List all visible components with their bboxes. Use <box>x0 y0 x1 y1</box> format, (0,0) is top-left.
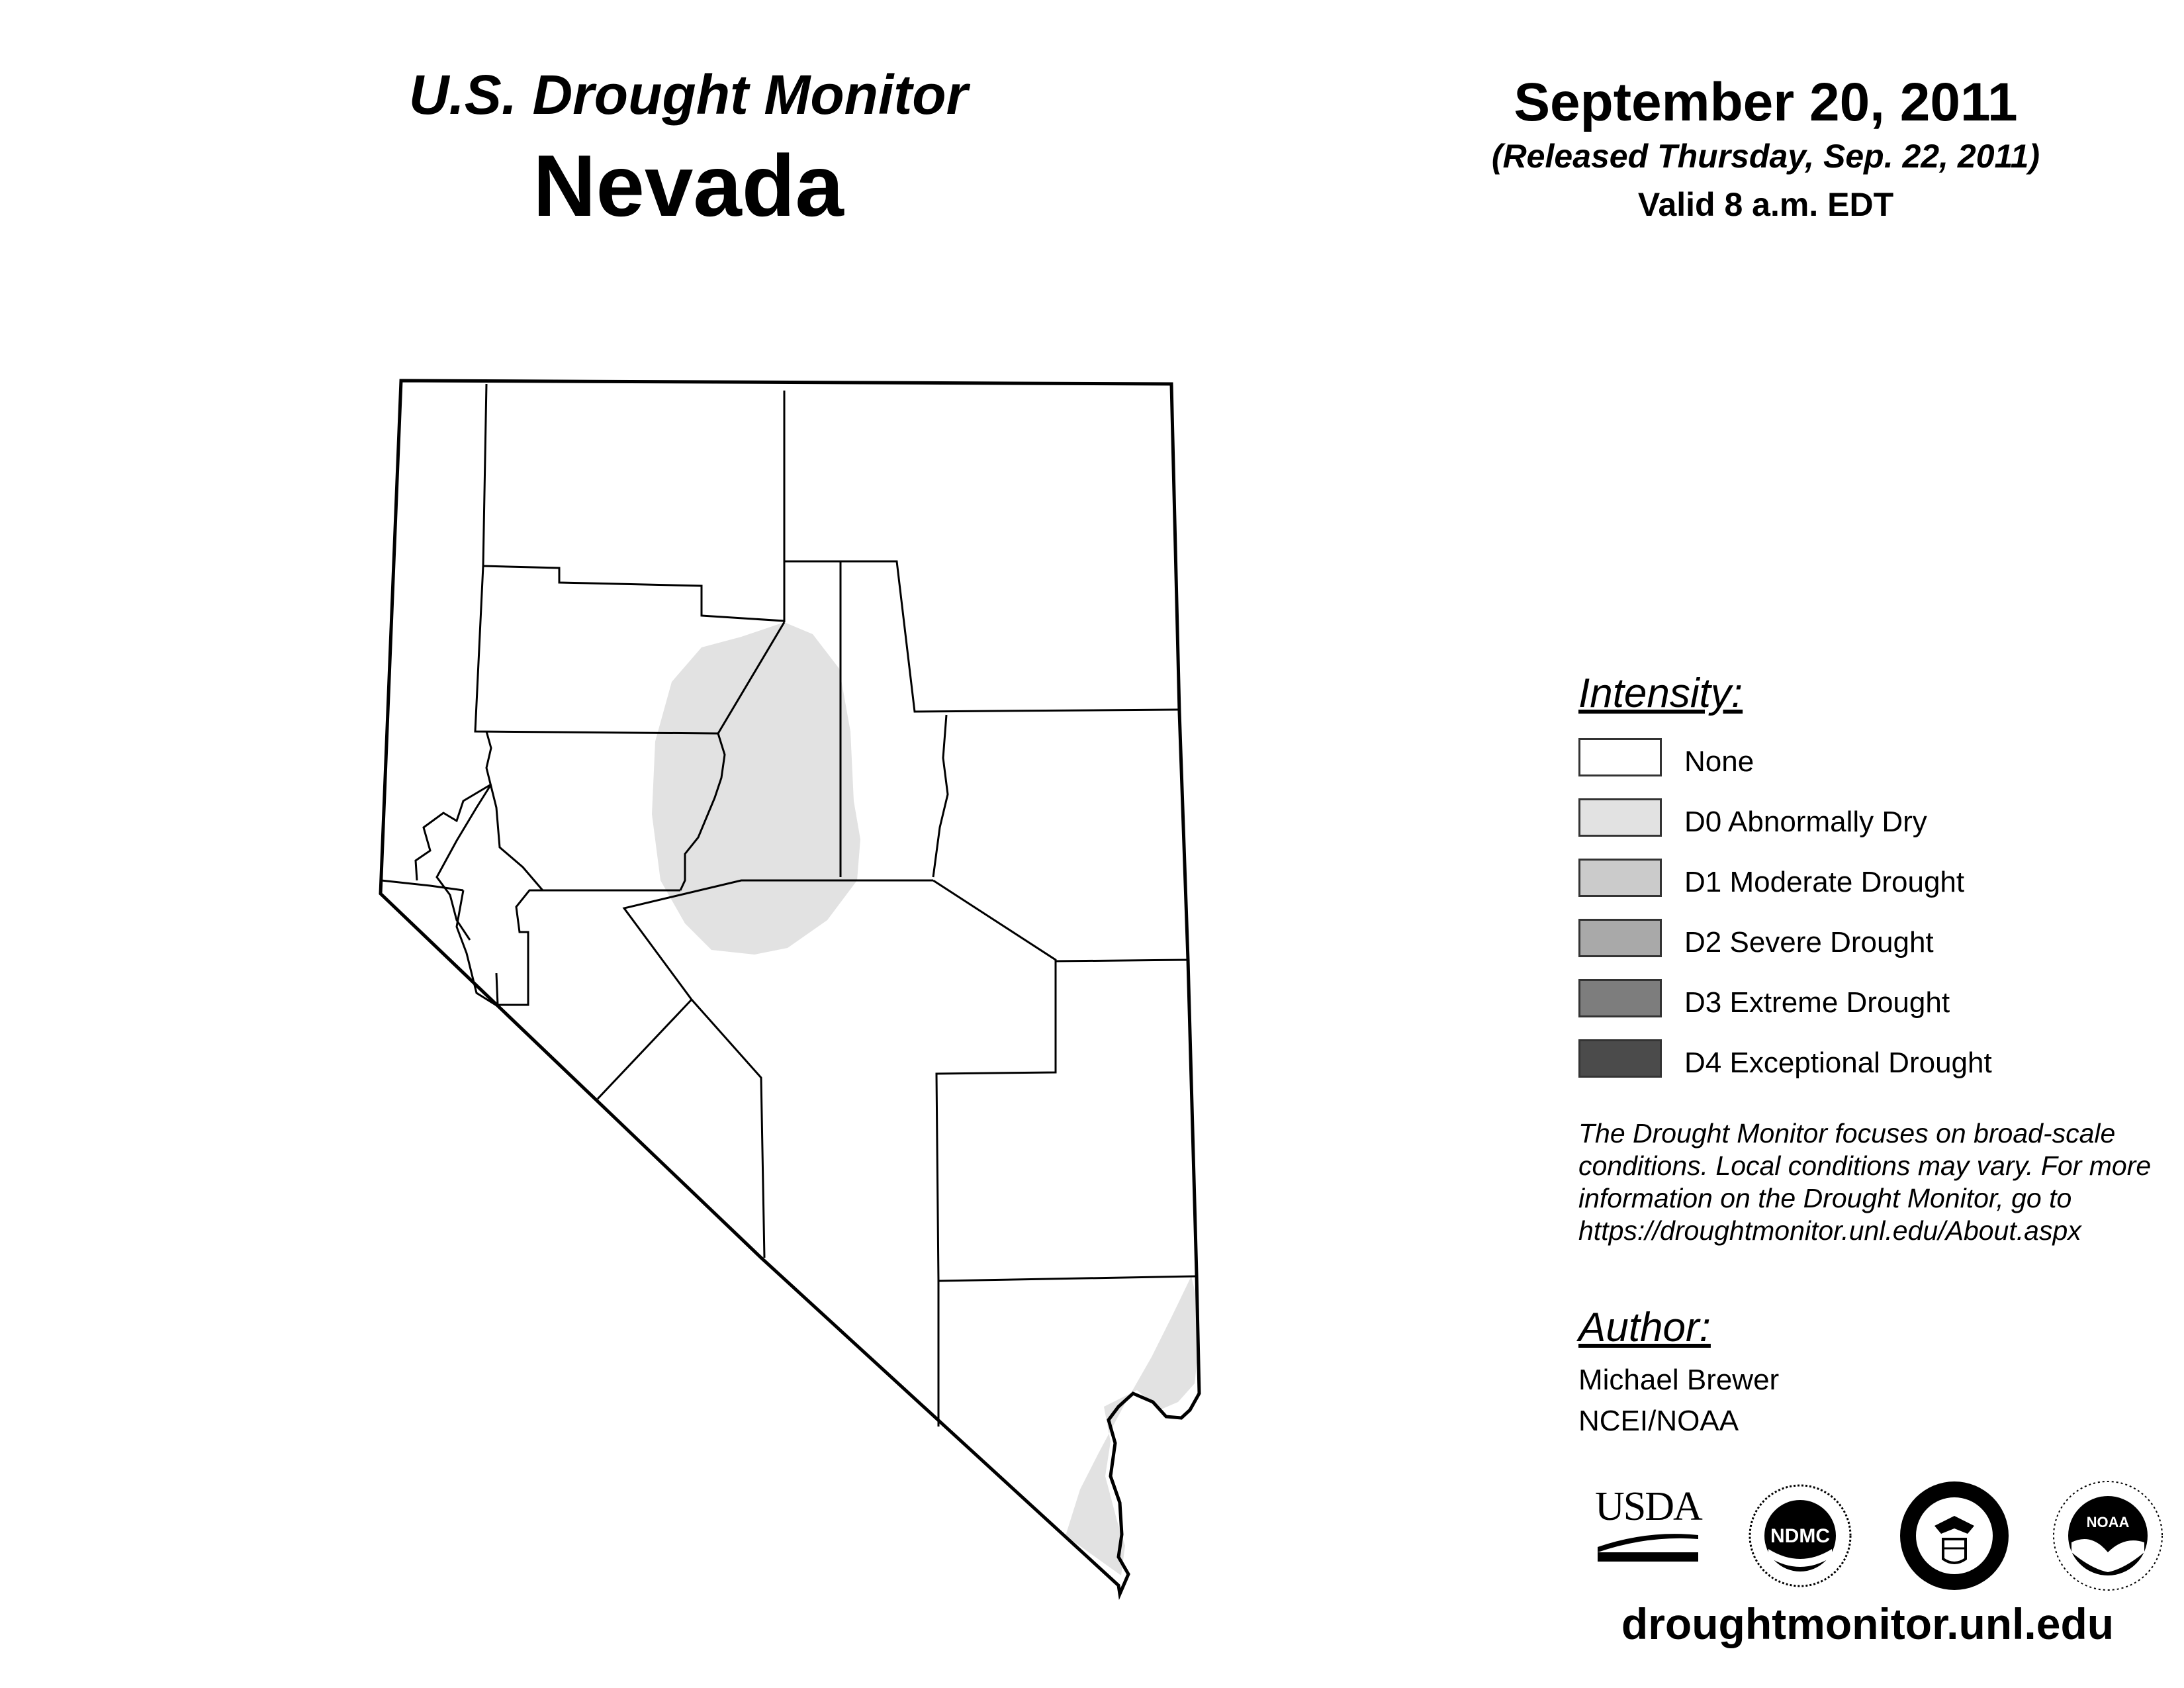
legend-swatch-d3 <box>1578 979 1662 1017</box>
legend-swatch-d0 <box>1578 798 1662 837</box>
release-date: (Released Thursday, Sep. 22, 2011) <box>1491 138 2040 175</box>
d0-area-central <box>652 622 860 955</box>
author-title: Author: <box>1578 1305 1711 1350</box>
usda-swoosh-icon <box>1595 1527 1701 1564</box>
legend-swatch-d4 <box>1578 1039 1662 1078</box>
nevada-state-outline <box>381 381 1199 1594</box>
noaa-seal-icon <box>2052 1479 2164 1592</box>
legend-swatch-d1 <box>1578 859 1662 897</box>
commerce-seal-icon <box>1898 1479 2011 1592</box>
d0-area-southeast <box>1066 1276 1199 1575</box>
site-url-link[interactable]: droughtmonitor.unl.edu <box>1621 1599 2115 1648</box>
legend-label-d1: D1 Moderate Drought <box>1684 866 1965 898</box>
legend-label-d2: D2 Severe Drought <box>1684 926 1934 959</box>
legend-title: Intensity: <box>1578 671 1743 716</box>
author-name: Michael Brewer <box>1578 1364 1780 1396</box>
legend-label-d3: D3 Extreme Drought <box>1684 986 1950 1019</box>
author-org: NCEI/NOAA <box>1578 1405 1739 1437</box>
disclaimer-note: The Drought Monitor focuses on broad-scale conditions. Local conditions may vary. For more information on the Drought Monitor, go to https://droughtmonitor.unl.edu/About.aspx <box>1578 1118 2152 1246</box>
valid-time: Valid 8 a.m. EDT <box>1637 186 1894 223</box>
ndmc-logo-text: NDMC <box>1770 1525 1830 1547</box>
legend-label-d0: D0 Abnormally Dry <box>1684 806 1927 838</box>
legend-swatch-none <box>1578 738 1662 776</box>
map-date: September 20, 2011 <box>1514 72 2018 132</box>
legend-swatch-d2 <box>1578 919 1662 957</box>
ndmc-seal-icon <box>1747 1483 1853 1589</box>
state-title: Nevada <box>533 137 844 234</box>
legend-label-d4: D4 Exceptional Drought <box>1684 1047 1992 1079</box>
legend-label-none: None <box>1684 745 1754 778</box>
usda-logo-text: USDA <box>1595 1484 1702 1529</box>
noaa-logo-text: NOAA <box>2086 1514 2130 1530</box>
product-title: U.S. Drought Monitor <box>408 64 968 126</box>
usda-logo <box>1595 1486 1701 1566</box>
